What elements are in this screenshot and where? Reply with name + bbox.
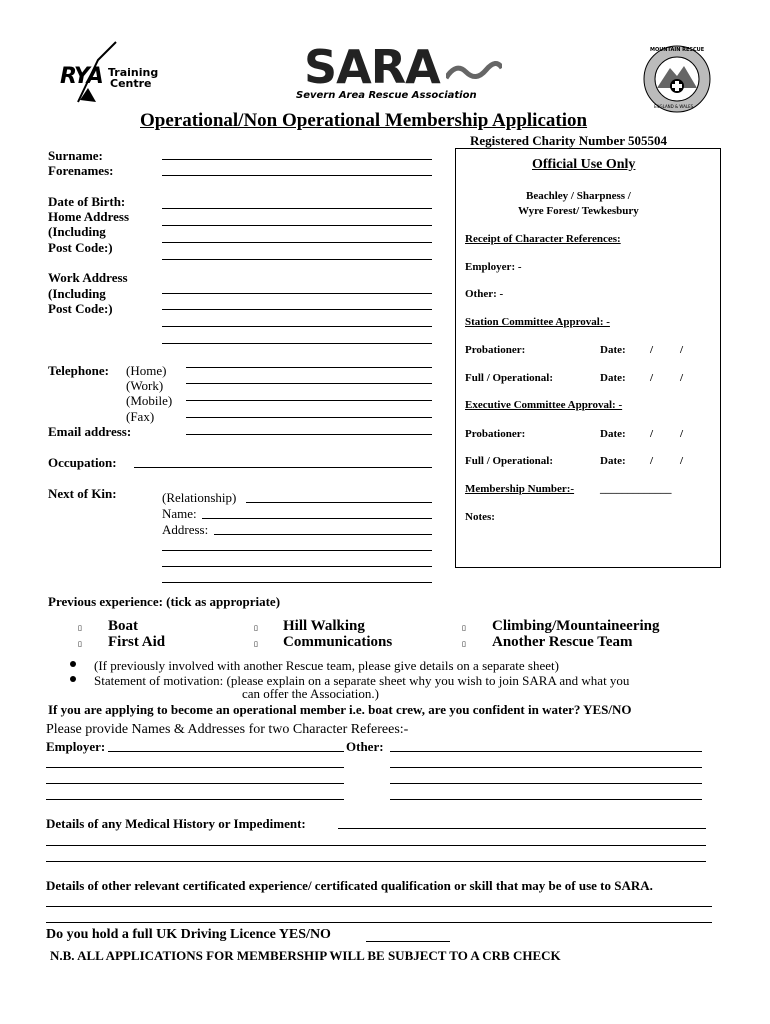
official-notes: Notes: <box>465 511 495 523</box>
occupation-label: Occupation: <box>48 455 117 470</box>
checkbox-first-aid[interactable]: ▯ <box>78 640 82 648</box>
kin-address-line-3[interactable] <box>162 566 432 567</box>
surname-field[interactable] <box>162 159 432 160</box>
kin-address-label: Address: <box>162 522 209 537</box>
medical-line-3[interactable] <box>46 861 706 862</box>
next-of-kin-label: Next of Kin: <box>48 486 117 501</box>
official-membership: Membership Number:- <box>465 483 575 495</box>
certificated-line-1[interactable] <box>46 906 712 907</box>
referee-employer-line-4[interactable] <box>46 799 344 800</box>
mr-badge-subtext: ENGLAND & WALES <box>654 104 694 109</box>
medical-label: Details of any Medical History or Impediment: <box>46 816 306 831</box>
work-including-label: (Including <box>48 286 106 301</box>
referee-other-field[interactable] <box>390 751 702 752</box>
option-boat-label: Boat <box>108 618 138 634</box>
rya-logo-letters: RYA <box>60 64 103 89</box>
wave-icon <box>446 58 502 84</box>
phone-home-field[interactable] <box>186 383 432 384</box>
checkbox-climbing[interactable]: ▯ <box>462 624 466 632</box>
referee-other-line-3[interactable] <box>390 783 702 784</box>
exec-probationer-date: Date: <box>600 428 626 440</box>
home-postcode-label: Post Code:) <box>48 240 113 255</box>
occupation-field[interactable] <box>134 467 432 468</box>
home-address-line-3[interactable] <box>162 259 432 260</box>
station-full-date: Date: <box>600 372 626 384</box>
official-title: Official Use Only <box>532 157 636 172</box>
official-stations-1: Beachley / Sharpness / <box>526 190 631 202</box>
phone-work-field[interactable] <box>186 400 432 401</box>
referee-employer-line-3[interactable] <box>46 783 344 784</box>
certificated-line-2[interactable] <box>46 922 712 923</box>
email-label: Email address: <box>48 424 132 439</box>
official-receipt: Receipt of Character References: <box>465 233 621 245</box>
station-probationer-date: Date: <box>600 344 626 356</box>
exec-probationer-label: Probationer: <box>465 428 526 440</box>
medical-line-2[interactable] <box>46 845 706 846</box>
checkbox-communications[interactable]: ▯ <box>254 640 258 648</box>
sara-logo <box>296 40 506 106</box>
work-address-line-3[interactable] <box>162 326 432 327</box>
mountain-rescue-badge <box>642 44 712 114</box>
official-employer: Employer: - <box>465 261 522 273</box>
station-full-label: Full / Operational: <box>465 372 553 384</box>
date-slash: / <box>680 455 684 467</box>
home-address-line-1[interactable] <box>162 225 432 226</box>
phone-home-label: (Home) <box>126 363 167 378</box>
exec-full-date: Date: <box>600 455 626 467</box>
referee-employer-label: Employer: <box>46 739 106 754</box>
work-address-line-2[interactable] <box>162 309 432 310</box>
option-first-aid-label: First Aid <box>108 634 166 650</box>
option-communications-label: Communications <box>283 634 393 650</box>
referees-intro: Please provide Names & Addresses for two Character Referees:- <box>46 722 409 737</box>
kin-address-line-1[interactable] <box>214 534 432 535</box>
kin-address-line-2[interactable] <box>162 550 432 551</box>
date-slash: / <box>680 428 684 440</box>
referee-employer-field[interactable] <box>108 751 344 752</box>
home-including-label: (Including <box>48 224 106 239</box>
licence-field[interactable] <box>366 941 450 942</box>
bullet-motivation-line-2: can offer the Association.) <box>242 686 379 701</box>
rya-text-training: Training <box>108 66 159 79</box>
relationship-label: (Relationship) <box>162 490 237 505</box>
home-address-line-2[interactable] <box>162 242 432 243</box>
official-membership-blank: _____________ <box>600 483 672 495</box>
referee-other-label: Other: <box>346 739 384 754</box>
medical-field[interactable] <box>338 828 706 829</box>
referee-other-line-2[interactable] <box>390 767 702 768</box>
official-stations-2: Wyre Forest/ Tewkesbury <box>518 205 639 217</box>
phone-top-line[interactable] <box>186 367 432 368</box>
bullet-rescue-team-note: (If previously involved with another Rescue team, please give details on a separate sheet) <box>94 658 559 673</box>
option-climbing-label: Climbing/Mountaineering <box>492 618 660 634</box>
dob-field[interactable] <box>162 208 432 209</box>
bullet-motivation-line-1: Statement of motivation: (please explain on a separate sheet why you wish to join SARA and what you <box>94 673 630 688</box>
certificated-label: Details of other relevant certificated experience/ certificated qualification or skill that may be of use to SARA. <box>46 878 653 893</box>
date-slash: / <box>650 455 654 467</box>
referee-other-line-4[interactable] <box>390 799 702 800</box>
date-slash: / <box>650 372 654 384</box>
forenames-label: Forenames: <box>48 163 114 178</box>
phone-fax-label: (Fax) <box>126 409 155 424</box>
work-postcode-label: Post Code:) <box>48 301 113 316</box>
surname-label: Surname: <box>48 148 103 163</box>
phone-mobile-label: (Mobile) <box>126 393 173 408</box>
official-use-box <box>455 148 721 568</box>
sara-logo-text: SARA <box>304 40 440 94</box>
option-rescue-team-label: Another Rescue Team <box>492 634 633 650</box>
official-exec-approval: Executive Committee Approval: - <box>465 399 623 411</box>
relationship-field[interactable] <box>246 502 432 503</box>
home-address-label: Home Address <box>48 209 130 224</box>
sara-subtitle: Severn Area Rescue Association <box>296 90 477 101</box>
mr-badge-text: MOUNTAIN RESCUE <box>650 47 705 53</box>
rya-text-centre: Centre <box>110 77 152 90</box>
forenames-field[interactable] <box>162 175 432 176</box>
work-address-label: Work Address <box>48 270 128 285</box>
checkbox-boat[interactable]: ▯ <box>78 624 82 632</box>
dob-label: Date of Birth: <box>48 194 126 209</box>
exec-full-label: Full / Operational: <box>465 455 553 467</box>
rya-logo <box>58 40 168 108</box>
bullet-icon <box>70 676 76 682</box>
station-probationer-label: Probationer: <box>465 344 526 356</box>
option-hill-walking-label: Hill Walking <box>283 618 365 634</box>
referee-employer-line-2[interactable] <box>46 767 344 768</box>
bullet-icon <box>70 661 76 667</box>
phone-work-label: (Work) <box>126 378 164 393</box>
kin-name-label: Name: <box>162 506 197 521</box>
date-slash: / <box>680 344 684 356</box>
telephone-label: Telephone: <box>48 363 109 378</box>
checkbox-hill-walking[interactable]: ▯ <box>254 624 258 632</box>
work-address-line-4[interactable] <box>162 343 432 344</box>
date-slash: / <box>650 344 654 356</box>
phone-mobile-field[interactable] <box>186 417 432 418</box>
kin-name-field[interactable] <box>202 518 432 519</box>
charity-number: Registered Charity Number 505504 <box>470 133 668 148</box>
date-slash: / <box>650 428 654 440</box>
experience-heading: Previous experience: (tick as appropriate) <box>48 594 281 609</box>
page-title: Operational/Non Operational Membership Application <box>140 110 588 131</box>
date-slash: / <box>680 372 684 384</box>
licence-question: Do you hold a full UK Driving Licence YES/NO <box>46 927 331 942</box>
boat-question: If you are applying to become an operational member i.e. boat crew, are you confident in water? YES/NO <box>48 702 632 717</box>
crb-notice: N.B. ALL APPLICATIONS FOR MEMBERSHIP WILL BE SUBJECT TO A CRB CHECK <box>50 948 561 963</box>
work-address-line-1[interactable] <box>162 293 432 294</box>
official-station-approval: Station Committee Approval: - <box>465 316 610 328</box>
checkbox-rescue-team[interactable]: ▯ <box>462 640 466 648</box>
email-field[interactable] <box>186 434 432 435</box>
kin-address-line-4[interactable] <box>162 582 432 583</box>
official-other: Other: - <box>465 288 504 300</box>
